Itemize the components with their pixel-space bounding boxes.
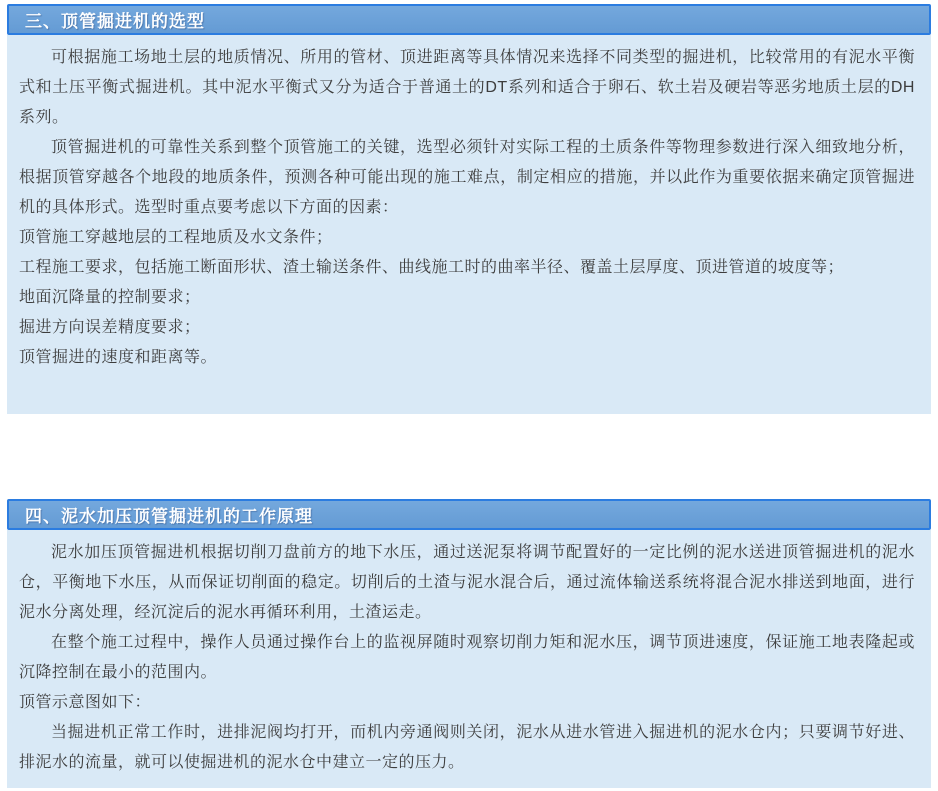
paragraph: 掘进方向误差精度要求； — [19, 319, 201, 336]
paragraph: 当掘进机正常工作时，进排泥阀均打开，而机内旁通阀则关闭，泥水从进水管进入掘进机的泥水仓内；只要调节好进、排泥水的流量，就可以使掘进机的泥水仓中建立一定的压力。 — [19, 724, 915, 771]
section-header — [7, 499, 931, 530]
paragraph: 顶管示意图如下： — [19, 694, 152, 711]
paragraph: 地面沉降量的控制要求； — [19, 289, 201, 306]
section-card-machine-selection — [7, 4, 931, 414]
section-header — [7, 4, 931, 35]
paragraph: 泥水加压顶管掘进机根据切削刀盘前方的地下水压，通过送泥泵将调节配置好的一定比例的泥水送进顶管掘进机的泥水仓，平衡地下水压，从而保证切削面的稳定。切削后的土渣与泥水混合后，通过流体输送系统将混合泥水排送到地面，进行泥水分离处理，经沉淀后的泥水再循环利用，土渣运走。 — [19, 544, 915, 621]
paragraph: 可根据施工场地土层的地质情况、所用的管材、顶进距离等具体情况来选择不同类型的掘进机，比较常用的有泥水平衡式和土压平衡式掘进机。其中泥水平衡式又分为适合于普通土的DT系列和适合于卵石、软土岩及硬岩等恶劣地质土层的DH系列。 — [19, 49, 915, 126]
paragraph: 顶管施工穿越地层的工程地质及水文条件； — [19, 229, 333, 246]
section-body — [7, 35, 931, 414]
paragraph: 顶管掘进机的可靠性关系到整个顶管施工的关键，选型必须针对实际工程的土质条件等物理参数进行深入细致地分析，根据顶管穿越各个地段的地质条件，预测各种可能出现的施工难点，制定相应的措施，并以此作为重要依据来确定顶管掘进机的具体形式。选型时重点要考虑以下方面的因素： — [19, 139, 915, 216]
paragraph: 工程施工要求，包括施工断面形状、渣土输送条件、曲线施工时的曲率半径、覆盖土层厚度、顶进管道的坡度等； — [19, 259, 845, 276]
section-card-working-principle — [7, 499, 931, 788]
paragraph: 顶管掘进的速度和距离等。 — [19, 349, 218, 366]
section-body — [7, 530, 931, 788]
section-title: 三、顶管掘进机的选型 — [25, 12, 205, 31]
paragraph: 在整个施工过程中，操作人员通过操作台上的监视屏随时观察切削力矩和泥水压，调节顶进速度，保证施工地表隆起或沉降控制在最小的范围内。 — [19, 634, 915, 681]
section-title: 四、泥水加压顶管掘进机的工作原理 — [25, 507, 313, 526]
